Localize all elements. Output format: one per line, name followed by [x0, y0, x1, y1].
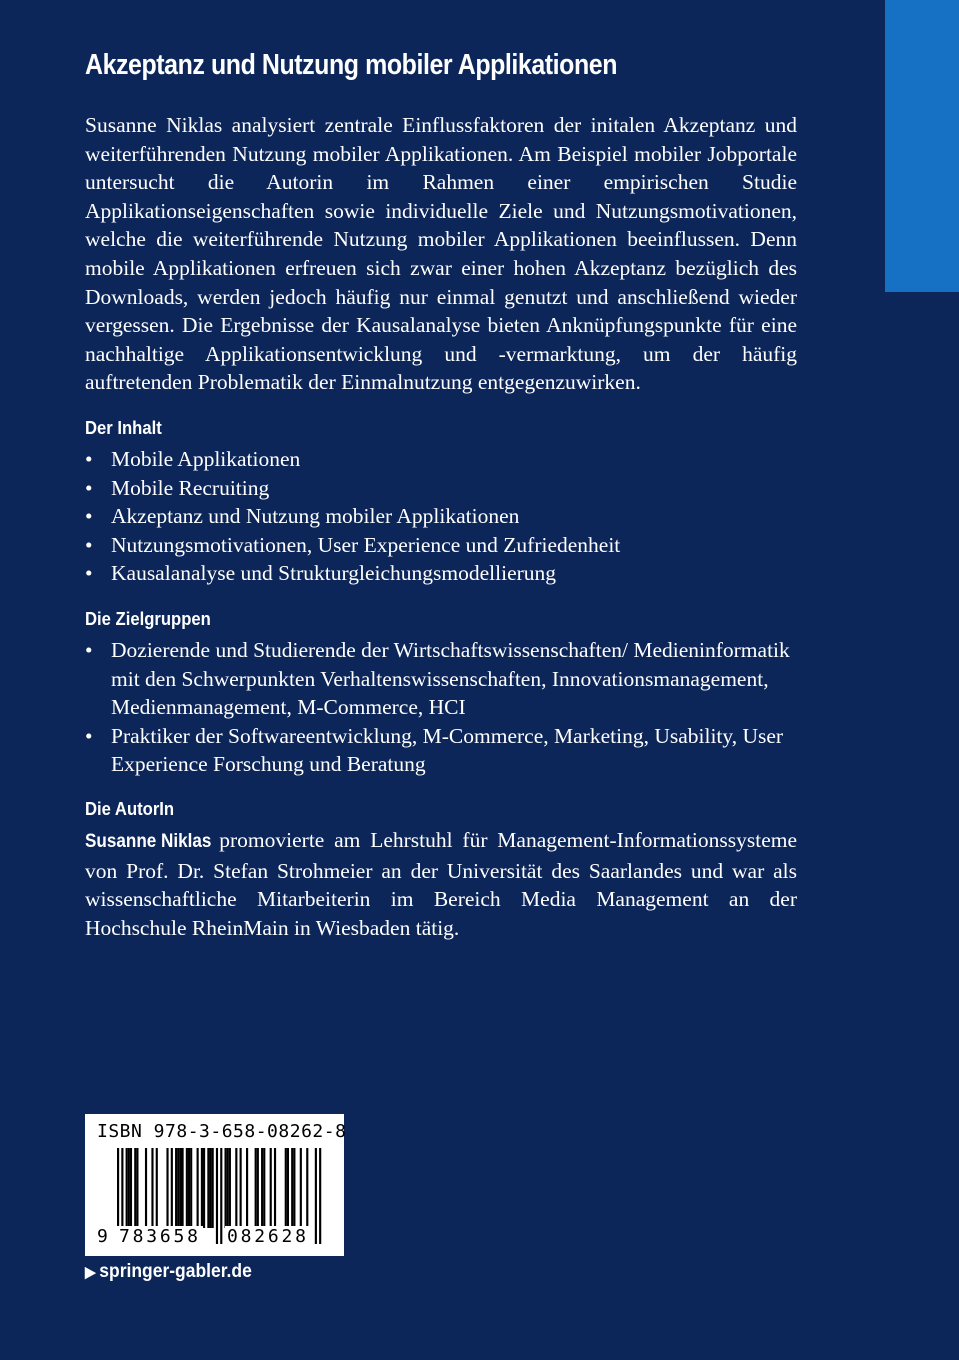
barcode-bar	[177, 1148, 179, 1228]
bullet-icon: •	[85, 447, 93, 471]
bullet-icon: •	[85, 504, 93, 529]
barcode-bar	[274, 1148, 276, 1228]
barcode-bar	[227, 1148, 229, 1228]
list-item: • Akzeptanz und Nutzung mobiler Applikationen	[85, 502, 797, 531]
barcode-bar	[291, 1148, 293, 1228]
contents-heading: Der Inhalt	[85, 417, 162, 438]
audience-list	[85, 636, 797, 779]
barcode-bar	[255, 1148, 257, 1228]
barcode-bar	[151, 1148, 153, 1228]
barcode-bar	[257, 1148, 259, 1228]
barcode-bar	[246, 1148, 248, 1228]
barcode-bar	[216, 1148, 218, 1244]
website-text: springer-gabler.de	[99, 1261, 252, 1282]
barcode-bar	[263, 1148, 265, 1228]
list-item: • Dozierende und Studierende der Wirtschaftswissenschaften/ Medieninformatik mit den Schwerpunkten Verhaltenswissenschaften, Innovationsmanagement, Medienmanagement, M-Commerce, HCI	[85, 638, 790, 720]
book-blurb: Susanne Niklas analysiert zentrale Einflussfaktoren der initalen Akzeptanz und weiterführenden Nutzung mobiler Applikationen. Am Beispiel mobiler Jobportale untersucht die Autorin im Rahmen einer empirischen Studie Applikationseigenschaften sowie individuelle Ziele und Nutzungsmotivationen, welche die weiterführende Nutzung mobiler Applikationen beeinflussen. Denn mobile Applikationen erfreuen sich zwar einer hohen Akzeptanz bezüglich des Downloads, werden jedoch häufig nur einmal genutzt und anschließend wieder vergessen. Die Ergebnisse der Kausalanalyse bieten Anknüpfungspunkte für eine nachhaltige Applikationsentwicklung und -vermarktung, um der häufig auftretenden Problematik der Einmalnutzung entgegenzuwirken.	[85, 113, 797, 395]
barcode-bar	[128, 1148, 130, 1228]
author-name: Susanne Niklas	[85, 831, 212, 852]
bullet-icon: •	[85, 638, 93, 662]
barcode-bar	[136, 1148, 138, 1228]
ean-right-group: 082628	[227, 1226, 309, 1247]
author-heading: Die AutorIn	[85, 798, 175, 819]
isbn-label: ISBN 978-3-658-08262-8	[97, 1121, 347, 1142]
barcode-bar	[285, 1148, 287, 1228]
barcode-bar	[270, 1148, 272, 1228]
barcode-bar	[225, 1148, 227, 1228]
barcode-bar	[229, 1148, 231, 1228]
list-item: • Mobile Recruiting	[85, 474, 797, 503]
barcode-bar	[186, 1148, 188, 1228]
barcode-bar	[175, 1148, 177, 1228]
book-title: Akzeptanz und Nutzung mobiler Applikationen	[85, 49, 618, 81]
barcode-bar	[190, 1148, 192, 1228]
list-item: • Nutzungsmotivationen, User Experience und Zufriedenheit	[85, 531, 797, 560]
barcode-bar	[188, 1148, 190, 1228]
barcode-bar	[201, 1148, 203, 1228]
bullet-icon: •	[85, 561, 93, 586]
bullet-icon: •	[85, 723, 93, 748]
author-bio-text: promovierte am Lehrstuhl für Management-Informationssysteme von Prof. Dr. Stefan Strohmeier an der Universität des Saarlandes und war als wissenschaftliche Mitarbeiterin im Bereich Media Management an der Hochschule RheinMain in Wiesbaden tätig.	[85, 828, 798, 940]
bullet-icon: •	[85, 475, 93, 500]
barcode-bar	[134, 1148, 136, 1228]
ean-left-group: 783658	[119, 1226, 201, 1247]
barcode-bar	[130, 1148, 132, 1228]
barcode-bar	[203, 1148, 205, 1228]
isbn-barcode	[85, 1114, 347, 1256]
barcode-bar	[166, 1148, 168, 1228]
bullet-icon: •	[85, 532, 93, 557]
barcode-bar	[293, 1148, 295, 1228]
barcode-bar	[209, 1148, 211, 1228]
barcode-bar	[235, 1148, 237, 1228]
contents-list	[85, 445, 797, 588]
author-bio	[85, 826, 797, 942]
barcode-bar	[315, 1148, 317, 1244]
barcode-bar	[220, 1148, 222, 1244]
audience-heading: Die Zielgruppen	[85, 608, 211, 629]
list-item: • Mobile Applikationen	[85, 445, 797, 474]
barcode-bar	[145, 1148, 147, 1228]
triangle-right-icon: ▶	[85, 1264, 96, 1281]
barcode-bar	[261, 1148, 263, 1228]
barcode-bar	[287, 1148, 289, 1228]
accent-bar	[885, 0, 959, 292]
ean-first-digit: 9	[97, 1226, 108, 1247]
barcode-bar	[212, 1148, 214, 1228]
barcode-bar	[240, 1148, 242, 1228]
barcode-bar	[182, 1148, 184, 1228]
barcode-bar	[179, 1148, 181, 1228]
barcode-bar	[197, 1148, 199, 1228]
publisher-website-link[interactable]	[85, 1261, 252, 1283]
list-item: • Praktiker der Softwareentwicklung, M-Commerce, Marketing, Usability, User Experience Forschung und Beratung	[85, 723, 784, 777]
barcode-bar	[319, 1148, 321, 1244]
barcode-bar	[171, 1148, 173, 1228]
barcode-bar	[306, 1148, 308, 1228]
barcode-bar	[300, 1148, 302, 1228]
barcode-bar	[207, 1148, 209, 1228]
list-item: • Kausalanalyse und Strukturgleichungsmodellierung	[85, 559, 797, 588]
barcode-bar	[156, 1148, 158, 1228]
barcode-bar	[126, 1148, 128, 1228]
